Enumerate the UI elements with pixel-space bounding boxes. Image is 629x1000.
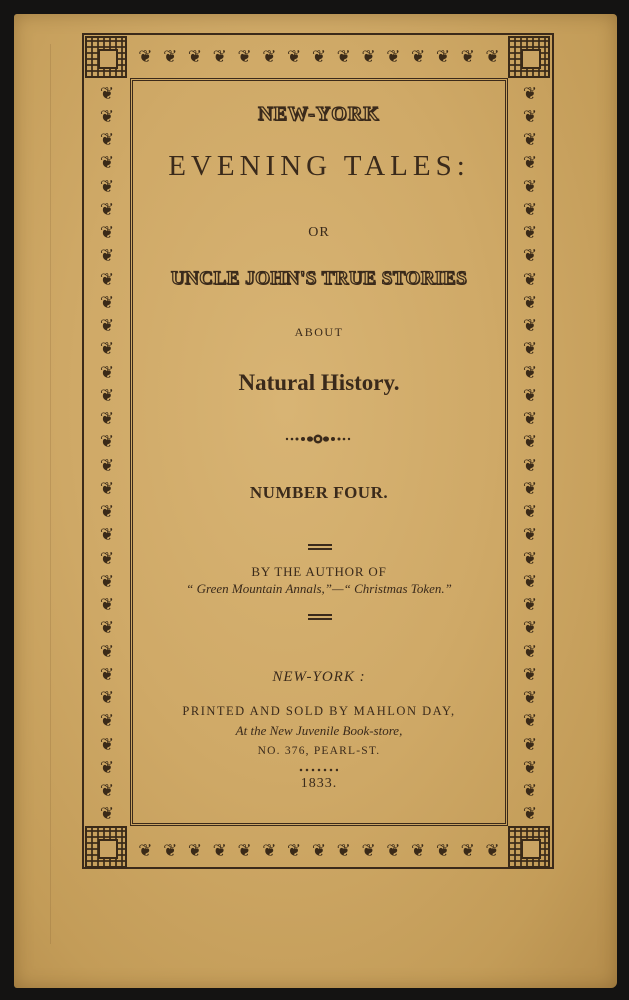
leaf-icon: ❦ [460, 841, 475, 861]
leaf-icon: ❦ [138, 47, 153, 67]
subtitle: UNCLE JOHN'S TRUE STORIES [170, 268, 468, 289]
about-label: ABOUT [294, 325, 344, 339]
leaf-icon: ❦ [311, 841, 327, 861]
leaf-icon: ❦ [99, 455, 115, 476]
by-author-line: BY THE AUTHOR OF [251, 564, 387, 579]
corner-rosette-icon [508, 36, 550, 78]
leaf-icon: ❦ [522, 455, 538, 476]
leaf-icon: ❦ [522, 385, 538, 406]
spine-crease [50, 44, 51, 944]
leaf-icon: ❦ [99, 688, 115, 709]
imprint-store: At the New Juvenile Book-store, [235, 723, 403, 738]
leaf-icon: ❦ [336, 47, 351, 67]
leaf-icon: ❦ [99, 130, 115, 151]
leaf-icon: ❦ [99, 804, 115, 825]
leaf-icon: ❦ [522, 176, 538, 197]
imprint-address: NO. 376, PEARL-ST. [257, 745, 381, 757]
leaf-icon: ❦ [522, 362, 538, 383]
leaf-icon: ❦ [212, 47, 227, 67]
dotted-separator [298, 768, 338, 772]
imprint-place: NEW-YORK : [272, 669, 366, 685]
leaf-icon: ❦ [522, 757, 538, 778]
leaf-icon: ❦ [522, 571, 538, 592]
leaf-icon: ❦ [386, 841, 401, 861]
leaf-icon: ❦ [99, 362, 115, 383]
leaf-icon: ❦ [522, 432, 538, 453]
leaf-icon: ❦ [287, 841, 302, 861]
leaf-icon: ❦ [411, 47, 426, 67]
leaf-icon: ❦ [522, 83, 538, 104]
imprint-year: 1833. [300, 776, 338, 791]
leaf-icon: ❦ [99, 199, 115, 220]
leaf-icon: ❦ [522, 339, 538, 360]
double-rule [308, 544, 332, 550]
leaf-icon: ❦ [99, 153, 115, 174]
corner-rosette-icon [85, 36, 127, 78]
leaf-icon: ❦ [99, 83, 115, 104]
leaf-icon: ❦ [522, 199, 538, 220]
leaf-icon: ❦ [287, 47, 302, 67]
leaf-icon: ❦ [522, 548, 538, 569]
leaf-icon: ❦ [522, 781, 538, 802]
top-vine-border-icon [133, 36, 505, 78]
leaf-icon: ❦ [99, 269, 115, 290]
double-rule [308, 614, 332, 620]
leaf-icon: ❦ [99, 176, 115, 197]
leaf-icon: ❦ [411, 841, 426, 861]
fleuron-ornament-icon [283, 432, 353, 446]
leaf-icon: ❦ [187, 47, 203, 67]
leaf-icon: ❦ [522, 223, 538, 244]
leaf-icon: ❦ [163, 47, 178, 67]
issue-number: NUMBER FOUR. [249, 483, 389, 502]
leaf-icon: ❦ [99, 711, 115, 732]
leaf-icon: ❦ [99, 223, 115, 244]
leaf-icon: ❦ [237, 841, 252, 861]
leaf-icon: ❦ [99, 478, 115, 499]
leaf-icon: ❦ [99, 734, 115, 755]
title-line-2: EVENING TALES: [168, 150, 470, 182]
corner-rosette-icon [85, 826, 127, 868]
bottom-vine-border-icon [133, 830, 505, 872]
left-vine-border-icon [85, 82, 129, 826]
leaf-icon: ❦ [386, 47, 401, 67]
right-vine-border-icon [508, 82, 552, 826]
leaf-icon: ❦ [361, 47, 376, 67]
leaf-icon: ❦ [522, 734, 538, 755]
leaf-icon: ❦ [522, 711, 538, 732]
leaf-icon: ❦ [435, 47, 451, 67]
leaf-icon: ❦ [522, 804, 538, 825]
leaf-icon: ❦ [163, 841, 178, 861]
leaf-icon: ❦ [237, 47, 252, 67]
leaf-icon: ❦ [522, 409, 538, 430]
leaf-icon: ❦ [262, 841, 277, 861]
leaf-icon: ❦ [99, 664, 115, 685]
leaf-icon: ❦ [522, 269, 538, 290]
leaf-icon: ❦ [99, 571, 115, 592]
leaf-icon: ❦ [435, 841, 451, 861]
leaf-icon: ❦ [460, 47, 475, 67]
corner-rosette-icon [508, 826, 550, 868]
leaf-icon: ❦ [262, 47, 277, 67]
leaf-icon: ❦ [522, 106, 538, 127]
leaf-icon: ❦ [522, 688, 538, 709]
leaf-icon: ❦ [99, 502, 115, 523]
leaf-icon: ❦ [522, 618, 538, 639]
leaf-icon: ❦ [99, 641, 115, 662]
leaf-icon: ❦ [485, 841, 500, 861]
title-line-1: NEW-YORK [258, 103, 380, 125]
leaf-icon: ❦ [361, 841, 376, 861]
leaf-icon: ❦ [99, 432, 115, 453]
leaf-icon: ❦ [212, 841, 227, 861]
leaf-icon: ❦ [336, 841, 351, 861]
topic-title: Natural History. [238, 370, 400, 395]
leaf-icon: ❦ [522, 525, 538, 546]
leaf-icon: ❦ [99, 525, 115, 546]
leaf-icon: ❦ [485, 47, 500, 67]
leaf-icon: ❦ [522, 641, 538, 662]
leaf-icon: ❦ [99, 595, 115, 616]
leaf-icon: ❦ [99, 618, 115, 639]
leaf-icon: ❦ [522, 153, 538, 174]
leaf-icon: ❦ [99, 548, 115, 569]
leaf-icon: ❦ [99, 781, 115, 802]
leaf-icon: ❦ [522, 292, 538, 313]
leaf-icon: ❦ [99, 339, 115, 360]
leaf-icon: ❦ [187, 841, 203, 861]
leaf-icon: ❦ [99, 385, 115, 406]
leaf-icon: ❦ [522, 130, 538, 151]
leaf-icon: ❦ [99, 292, 115, 313]
leaf-icon: ❦ [522, 246, 538, 267]
leaf-icon: ❦ [99, 106, 115, 127]
leaf-icon: ❦ [522, 595, 538, 616]
other-works: “ Green Mountain Annals,”—“ Christmas Token.” [186, 581, 452, 596]
leaf-icon: ❦ [522, 316, 538, 337]
leaf-icon: ❦ [522, 502, 538, 523]
leaf-icon: ❦ [99, 757, 115, 778]
leaf-icon: ❦ [99, 246, 115, 267]
leaf-icon: ❦ [99, 316, 115, 337]
leaf-icon: ❦ [522, 478, 538, 499]
leaf-icon: ❦ [311, 47, 327, 67]
or-label: OR [308, 225, 330, 240]
leaf-icon: ❦ [99, 409, 115, 430]
imprint-printer: PRINTED AND SOLD BY MAHLON DAY, [182, 704, 456, 718]
leaf-icon: ❦ [522, 664, 538, 685]
leaf-icon: ❦ [138, 841, 153, 861]
